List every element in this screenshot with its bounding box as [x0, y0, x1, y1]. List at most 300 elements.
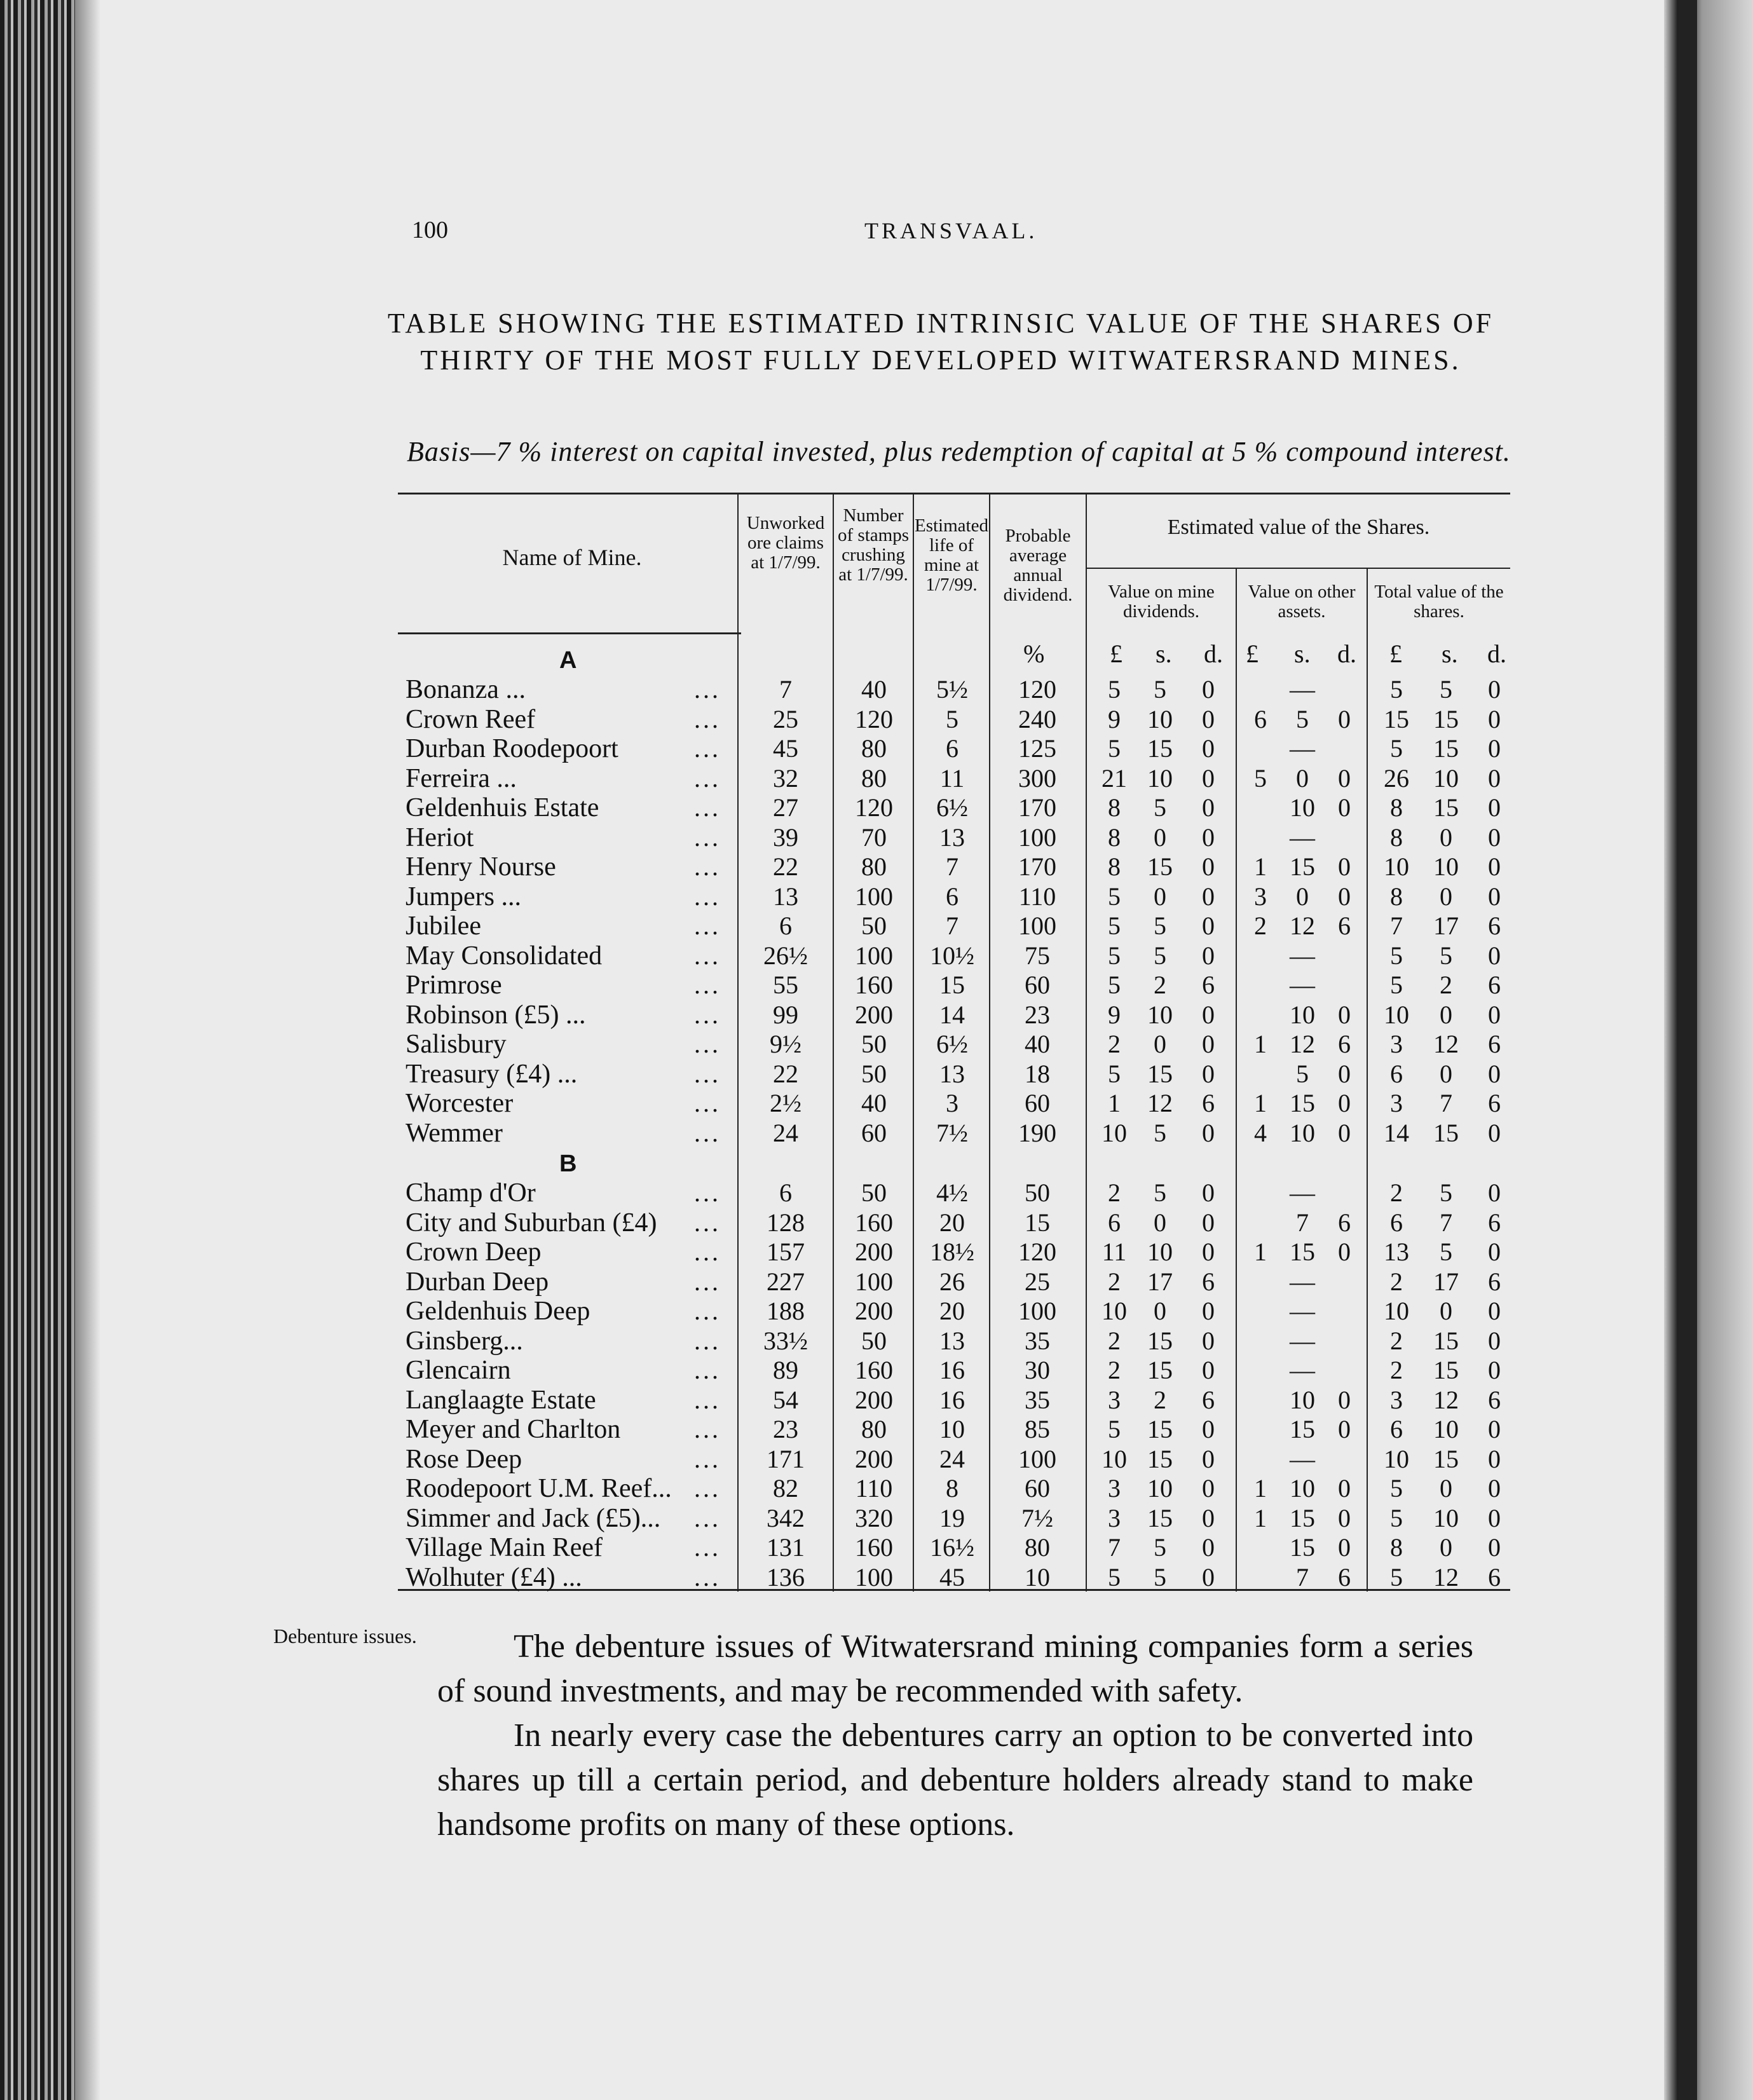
- cell-div-l: 3: [1108, 1385, 1121, 1414]
- cell-oth-s: 12: [1290, 1030, 1315, 1058]
- cell-div-l: 7: [1108, 1533, 1121, 1562]
- cell-tot-s: 15: [1433, 793, 1459, 822]
- cell-div-s: 15: [1147, 1059, 1173, 1088]
- cell-div-l: 9: [1108, 704, 1121, 733]
- cell-div-s: 5: [1154, 911, 1166, 940]
- cell-div-d: 0: [1202, 675, 1215, 704]
- cell-div-l: 5: [1108, 911, 1121, 940]
- mine-name: Primrose: [406, 971, 502, 1000]
- leader-dots: ...: [694, 822, 721, 852]
- cell-oth-s: 15: [1290, 1089, 1315, 1117]
- table-row: [0, 1208, 1525, 1238]
- mine-name: City and Suburban (£4): [406, 1208, 657, 1238]
- cell-tot-d: 0: [1488, 1503, 1501, 1532]
- mine-name: May Consolidated: [406, 941, 603, 971]
- cell-div-s: 15: [1147, 852, 1173, 881]
- header-value-assets: Value on other assets.: [1248, 582, 1356, 622]
- cell-div-d: 6: [1202, 1089, 1215, 1117]
- cell-tot-s: 0: [1440, 1297, 1452, 1325]
- table-row: [0, 675, 1525, 704]
- cell-dividend: 35: [1025, 1385, 1050, 1414]
- paragraph-1: The debenture issues of Witwatersrand mining companies form a series of sound investments, and may be recommended with safety.: [437, 1628, 1473, 1709]
- cell-claims: 99: [773, 1000, 798, 1029]
- cell-stamps: 120: [855, 704, 893, 733]
- cell-stamps: 160: [855, 971, 893, 999]
- leader-dots: ...: [694, 1000, 721, 1029]
- cell-div-l: 2: [1108, 1356, 1121, 1384]
- cell-div-s: 12: [1147, 1089, 1173, 1117]
- cell-oth-s: —: [1290, 1178, 1315, 1207]
- cell-oth-l: 1: [1254, 1474, 1267, 1503]
- name-header-rule: [398, 632, 741, 634]
- cell-life: 7: [946, 911, 958, 940]
- cell-dividend: 15: [1025, 1208, 1050, 1237]
- cell-tot-l: 15: [1384, 704, 1409, 733]
- leader-dots: ...: [694, 882, 721, 911]
- cell-oth-l: 1: [1254, 1503, 1267, 1532]
- page-edge-right: [1664, 0, 1753, 2100]
- cell-div-s: 2: [1154, 971, 1166, 999]
- cell-div-d: 0: [1202, 1118, 1215, 1147]
- cell-div-l: 5: [1108, 1415, 1121, 1443]
- cell-oth-s: 7: [1296, 1562, 1309, 1592]
- cell-tot-d: 0: [1488, 1059, 1501, 1088]
- table-title: TABLE SHOWING THE ESTIMATED INTRINSIC VALUE OF THE SHARES OF THIRTY OF THE MOST FULLY DEVELOPED WITWATERSRAND MINES.: [387, 308, 1494, 376]
- cell-tot-s: 15: [1433, 1444, 1459, 1473]
- cell-tot-d: 0: [1488, 1474, 1501, 1503]
- cell-dividend: 170: [1018, 793, 1056, 822]
- cell-life: 16: [939, 1356, 965, 1384]
- cell-claims: 26½: [763, 941, 808, 970]
- cell-life: 6½: [936, 1030, 968, 1058]
- table-row: [0, 1000, 1525, 1030]
- cell-tot-s: 7: [1440, 1208, 1452, 1237]
- cell-tot-s: 10: [1433, 1415, 1459, 1443]
- cell-tot-d: 6: [1488, 1267, 1501, 1296]
- cell-dividend: 75: [1025, 941, 1050, 970]
- mine-name: Ginsberg...: [406, 1326, 523, 1356]
- cell-tot-d: 0: [1488, 1238, 1501, 1266]
- cell-dividend: 50: [1025, 1178, 1050, 1207]
- cell-life: 14: [939, 1000, 965, 1029]
- cell-tot-s: 0: [1440, 822, 1452, 852]
- cell-stamps: 320: [855, 1503, 893, 1532]
- table-row: [0, 1445, 1525, 1474]
- cell-dividend: 100: [1018, 1444, 1056, 1473]
- cell-dividend: 190: [1018, 1118, 1056, 1147]
- cell-life: 3: [946, 1089, 958, 1117]
- leader-dots: ...: [694, 852, 721, 881]
- cell-oth-s: —: [1290, 1297, 1315, 1325]
- table-row: [0, 1119, 1525, 1148]
- cell-tot-d: 0: [1488, 1533, 1501, 1562]
- cell-tot-l: 8: [1390, 1533, 1403, 1562]
- cell-tot-d: 0: [1488, 704, 1501, 733]
- cell-dividend: 25: [1025, 1267, 1050, 1296]
- table-row: [0, 823, 1525, 852]
- cell-claims: 33½: [763, 1326, 808, 1355]
- cell-tot-l: 8: [1390, 793, 1403, 822]
- mine-name: Roodepoort U.M. Reef...: [406, 1474, 672, 1503]
- unit-shillings-3: s.: [1442, 639, 1458, 668]
- leader-dots: ...: [694, 1089, 721, 1117]
- cell-div-l: 5: [1108, 1059, 1121, 1088]
- group-label: A: [559, 647, 577, 674]
- cell-div-s: 5: [1154, 941, 1166, 970]
- mine-name: Robinson (£5) ...: [406, 1000, 586, 1030]
- cell-tot-l: 26: [1384, 763, 1409, 793]
- cell-stamps: 50: [861, 1030, 887, 1058]
- mine-name: Glencairn: [406, 1356, 511, 1385]
- cell-div-l: 5: [1108, 941, 1121, 970]
- table-row: [0, 971, 1525, 1000]
- leader-dots: ...: [694, 941, 721, 970]
- header-total-value: Total value of the shares.: [1374, 582, 1504, 622]
- table-basis: Basis—7 % interest on capital invested, plus redemption of capital at 5 % compound interest.: [407, 436, 1511, 467]
- cell-div-l: 2: [1108, 1326, 1121, 1355]
- cell-dividend: 110: [1018, 882, 1056, 911]
- cell-oth-s: 15: [1290, 852, 1315, 881]
- cell-claims: 157: [767, 1238, 805, 1266]
- mine-name: Jubilee: [406, 911, 481, 941]
- cell-oth-l: 1: [1254, 1030, 1267, 1058]
- table-row: [0, 1504, 1525, 1533]
- cell-div-d: 0: [1202, 1030, 1215, 1058]
- cell-stamps: 80: [861, 734, 887, 763]
- cell-stamps: 100: [855, 941, 893, 970]
- cell-life: 13: [939, 822, 965, 852]
- cell-life: 16½: [930, 1533, 974, 1562]
- cell-tot-d: 0: [1488, 1326, 1501, 1355]
- cell-div-d: 0: [1202, 1297, 1215, 1325]
- cell-life: 24: [939, 1444, 965, 1473]
- cell-oth-l: 1: [1254, 1089, 1267, 1117]
- cell-life: 6: [946, 734, 958, 763]
- cell-div-s: 10: [1147, 1000, 1173, 1029]
- cell-div-l: 9: [1108, 1000, 1121, 1029]
- table-row: [0, 734, 1525, 763]
- cell-life: 19: [939, 1503, 965, 1532]
- cell-claims: 2½: [770, 1089, 801, 1117]
- sidenote: Debenture issues.: [273, 1625, 417, 1647]
- table-row: [0, 1030, 1525, 1059]
- cell-tot-l: 10: [1384, 852, 1409, 881]
- mine-name: Jumpers ...: [406, 882, 521, 911]
- cell-div-l: 10: [1102, 1444, 1127, 1473]
- cell-div-l: 5: [1108, 1562, 1121, 1592]
- cell-oth-l: 5: [1254, 763, 1267, 793]
- cell-tot-s: 10: [1433, 1503, 1459, 1532]
- cell-tot-l: 5: [1390, 1474, 1403, 1503]
- cell-oth-d: 0: [1338, 1238, 1351, 1266]
- mine-name: Crown Reef: [406, 704, 536, 734]
- cell-tot-s: 10: [1433, 763, 1459, 793]
- cell-stamps: 50: [861, 1178, 887, 1207]
- cell-stamps: 60: [861, 1118, 887, 1147]
- cell-div-s: 15: [1147, 1356, 1173, 1384]
- cell-claims: 342: [767, 1503, 805, 1532]
- cell-tot-d: 0: [1488, 882, 1501, 911]
- cell-tot-s: 0: [1440, 882, 1452, 911]
- leader-dots: ...: [694, 1326, 721, 1355]
- unit-shillings-1: s.: [1156, 639, 1172, 668]
- leader-dots: ...: [694, 1208, 721, 1237]
- leader-dots: ...: [694, 971, 721, 999]
- leader-dots: ...: [694, 1297, 721, 1325]
- leader-dots: ...: [694, 1562, 721, 1592]
- cell-div-l: 5: [1108, 971, 1121, 999]
- cell-oth-l: 6: [1254, 704, 1267, 733]
- cell-tot-d: 6: [1488, 911, 1501, 940]
- cell-tot-l: 6: [1390, 1415, 1403, 1443]
- running-title: TRANSVAAL.: [864, 218, 1038, 243]
- cell-oth-l: 4: [1254, 1118, 1267, 1147]
- cell-div-s: 2: [1154, 1385, 1166, 1414]
- cell-div-l: 8: [1108, 793, 1121, 822]
- cell-claims: 188: [767, 1297, 805, 1325]
- mine-name: Geldenhuis Deep: [406, 1297, 590, 1326]
- cell-stamps: 200: [855, 1444, 893, 1473]
- cell-stamps: 200: [855, 1385, 893, 1414]
- cell-tot-s: 2: [1440, 971, 1452, 999]
- cell-oth-d: 0: [1338, 1089, 1351, 1117]
- cell-stamps: 80: [861, 852, 887, 881]
- cell-oth-s: —: [1290, 1356, 1315, 1384]
- table-row: [0, 1563, 1525, 1592]
- table-row: [0, 793, 1525, 822]
- cell-div-d: 0: [1202, 1444, 1215, 1473]
- estimated-rule: [1086, 568, 1510, 569]
- cell-dividend: 60: [1025, 971, 1050, 999]
- cell-tot-s: 15: [1433, 1118, 1459, 1147]
- cell-div-s: 15: [1147, 1326, 1173, 1355]
- cell-div-l: 2: [1108, 1030, 1121, 1058]
- cell-stamps: 70: [861, 822, 887, 852]
- cell-oth-d: 6: [1338, 1208, 1351, 1237]
- table-row: [0, 1533, 1525, 1562]
- cell-tot-d: 0: [1488, 734, 1501, 763]
- page-number: 100: [412, 217, 448, 243]
- cell-div-s: 15: [1147, 734, 1173, 763]
- mine-name: Henry Nourse: [406, 852, 556, 882]
- cell-oth-d: 6: [1338, 911, 1351, 940]
- leader-dots: ...: [694, 1356, 721, 1384]
- cell-claims: 6: [779, 911, 792, 940]
- cell-life: 15: [939, 971, 965, 999]
- cell-claims: 89: [773, 1356, 798, 1384]
- cell-div-l: 3: [1108, 1474, 1121, 1503]
- header-name: Name of Mine.: [502, 545, 642, 570]
- mine-name: Salisbury: [406, 1030, 507, 1059]
- cell-div-s: 15: [1147, 1444, 1173, 1473]
- header-dividend: Probable average annual dividend.: [1003, 526, 1073, 605]
- cell-oth-d: 0: [1338, 1474, 1351, 1503]
- cell-div-s: 15: [1147, 1415, 1173, 1443]
- cell-stamps: 100: [855, 1562, 893, 1592]
- cell-tot-s: 7: [1440, 1089, 1452, 1117]
- cell-div-d: 0: [1202, 852, 1215, 881]
- cell-oth-d: 6: [1338, 1562, 1351, 1592]
- cell-tot-s: 0: [1440, 1533, 1452, 1562]
- cell-tot-d: 0: [1488, 675, 1501, 704]
- mine-name: Geldenhuis Estate: [406, 793, 599, 822]
- cell-tot-l: 5: [1390, 971, 1403, 999]
- cell-tot-d: 6: [1488, 1562, 1501, 1592]
- cell-claims: 22: [773, 1059, 798, 1088]
- cell-tot-s: 15: [1433, 1326, 1459, 1355]
- cell-div-l: 11: [1102, 1238, 1127, 1266]
- cell-div-s: 17: [1147, 1267, 1173, 1296]
- cell-div-s: 5: [1154, 793, 1166, 822]
- cell-oth-s: 15: [1290, 1415, 1315, 1443]
- cell-tot-d: 0: [1488, 1356, 1501, 1384]
- leader-dots: ...: [694, 1030, 721, 1058]
- cell-stamps: 160: [855, 1208, 893, 1237]
- leader-dots: ...: [694, 911, 721, 940]
- cell-claims: 39: [773, 822, 798, 852]
- mine-name: Langlaagte Estate: [406, 1385, 596, 1415]
- cell-dividend: 100: [1018, 911, 1056, 940]
- cell-dividend: 300: [1018, 763, 1056, 793]
- cell-div-s: 10: [1147, 704, 1173, 733]
- cell-div-d: 0: [1202, 1000, 1215, 1029]
- cell-claims: 82: [773, 1474, 798, 1503]
- mine-name: Village Main Reef: [406, 1533, 603, 1562]
- cell-oth-s: —: [1290, 822, 1315, 852]
- cell-div-l: 5: [1108, 675, 1121, 704]
- cell-oth-s: 5: [1296, 704, 1309, 733]
- table-row: [0, 1238, 1525, 1267]
- leader-dots: ...: [694, 1178, 721, 1207]
- cell-oth-d: 0: [1338, 1118, 1351, 1147]
- mine-name: Simmer and Jack (£5)...: [406, 1503, 661, 1533]
- cell-div-l: 2: [1108, 1178, 1121, 1207]
- cell-life: 7: [946, 852, 958, 881]
- mine-name: Worcester: [406, 1089, 514, 1118]
- cell-tot-l: 6: [1390, 1208, 1403, 1237]
- cell-dividend: 23: [1025, 1000, 1050, 1029]
- mine-name: Treasury (£4) ...: [406, 1059, 578, 1089]
- cell-stamps: 80: [861, 763, 887, 793]
- leader-dots: ...: [694, 704, 721, 733]
- cell-div-l: 8: [1108, 852, 1121, 881]
- cell-life: 6: [946, 882, 958, 911]
- cell-dividend: 18: [1025, 1059, 1050, 1088]
- cell-div-d: 0: [1202, 1533, 1215, 1562]
- header-stamps: Number of stamps crushing at 1/7/99.: [838, 505, 909, 585]
- cell-div-l: 21: [1102, 763, 1127, 793]
- cell-tot-d: 0: [1488, 1415, 1501, 1443]
- mine-name: Ferreira ...: [406, 763, 517, 793]
- cell-dividend: 170: [1018, 852, 1056, 881]
- table-row: [0, 764, 1525, 793]
- cell-tot-l: 13: [1384, 1238, 1409, 1266]
- cell-tot-d: 0: [1488, 793, 1501, 822]
- cell-tot-s: 12: [1433, 1562, 1459, 1592]
- cell-tot-l: 10: [1384, 1297, 1409, 1325]
- cell-claims: 13: [773, 882, 798, 911]
- cell-oth-d: 0: [1338, 1503, 1351, 1532]
- cell-tot-l: 10: [1384, 1000, 1409, 1029]
- unit-pence-1: d.: [1204, 639, 1223, 668]
- cell-oth-s: 10: [1290, 793, 1315, 822]
- cell-dividend: 7½: [1021, 1503, 1053, 1532]
- cell-claims: 24: [773, 1118, 798, 1147]
- cell-claims: 32: [773, 763, 798, 793]
- cell-oth-d: 6: [1338, 1030, 1351, 1058]
- cell-dividend: 100: [1018, 822, 1056, 852]
- cell-div-l: 6: [1108, 1208, 1121, 1237]
- cell-claims: 136: [767, 1562, 805, 1592]
- cell-oth-d: 0: [1338, 1533, 1351, 1562]
- cell-stamps: 40: [861, 675, 887, 704]
- cell-tot-l: 7: [1390, 911, 1403, 940]
- cell-div-l: 3: [1108, 1503, 1121, 1532]
- leader-dots: ...: [694, 1444, 721, 1473]
- cell-dividend: 60: [1025, 1474, 1050, 1503]
- cell-div-l: 8: [1108, 822, 1121, 852]
- cell-tot-l: 3: [1390, 1030, 1403, 1058]
- cell-oth-s: 15: [1290, 1238, 1315, 1266]
- cell-tot-s: 17: [1433, 911, 1459, 940]
- cell-life: 18½: [930, 1238, 974, 1266]
- cell-tot-s: 15: [1433, 1356, 1459, 1384]
- table-row: [0, 1415, 1525, 1444]
- cell-claims: 128: [767, 1208, 805, 1237]
- cell-div-d: 0: [1202, 763, 1215, 793]
- cell-div-d: 0: [1202, 704, 1215, 733]
- cell-dividend: 240: [1018, 704, 1056, 733]
- cell-div-s: 15: [1147, 1503, 1173, 1532]
- cell-div-s: 0: [1154, 882, 1166, 911]
- cell-tot-s: 0: [1440, 1059, 1452, 1088]
- cell-tot-d: 6: [1488, 1030, 1501, 1058]
- cell-oth-d: 0: [1338, 1415, 1351, 1443]
- cell-tot-l: 10: [1384, 1444, 1409, 1473]
- leader-dots: ...: [694, 1118, 721, 1147]
- cell-stamps: 200: [855, 1238, 893, 1266]
- cell-div-s: 5: [1154, 1178, 1166, 1207]
- cell-tot-l: 3: [1390, 1089, 1403, 1117]
- unit-pound-2: £: [1246, 639, 1258, 668]
- cell-tot-d: 0: [1488, 1000, 1501, 1029]
- table-row: [0, 1474, 1525, 1503]
- cell-oth-s: 7: [1296, 1208, 1309, 1237]
- cell-stamps: 160: [855, 1356, 893, 1384]
- cell-div-d: 0: [1202, 1474, 1215, 1503]
- cell-dividend: 85: [1025, 1415, 1050, 1443]
- cell-oth-d: 0: [1338, 1000, 1351, 1029]
- cell-dividend: 120: [1018, 675, 1056, 704]
- leader-dots: ...: [694, 1533, 721, 1562]
- cell-tot-l: 5: [1390, 941, 1403, 970]
- cell-oth-l: 1: [1254, 852, 1267, 881]
- cell-oth-l: 3: [1254, 882, 1267, 911]
- cell-tot-s: 5: [1440, 941, 1452, 970]
- cell-oth-s: 10: [1290, 1000, 1315, 1029]
- cell-tot-s: 17: [1433, 1267, 1459, 1296]
- cell-tot-l: 6: [1390, 1059, 1403, 1088]
- leader-dots: ...: [694, 1385, 721, 1414]
- cell-tot-l: 5: [1390, 1503, 1403, 1532]
- cell-div-d: 0: [1202, 1356, 1215, 1384]
- header-estimated: Estimated value of the Shares.: [1167, 515, 1430, 539]
- cell-dividend: 60: [1025, 1089, 1050, 1117]
- table-row: [0, 1178, 1525, 1208]
- cell-div-d: 0: [1202, 734, 1215, 763]
- cell-claims: 22: [773, 852, 798, 881]
- mine-name: Meyer and Charlton: [406, 1415, 621, 1444]
